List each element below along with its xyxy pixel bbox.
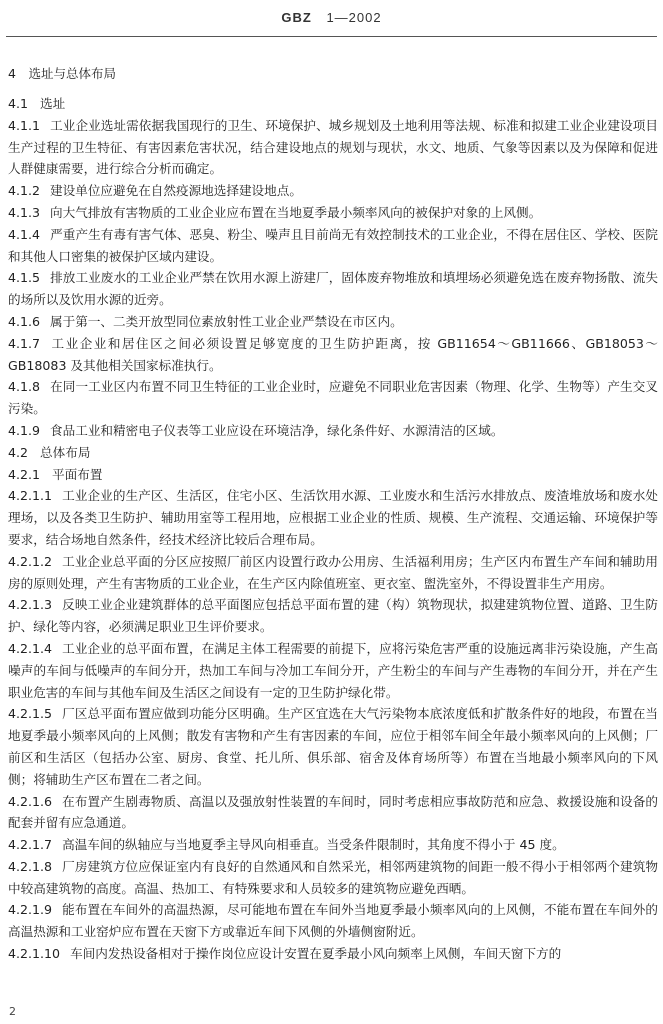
clause-number: 4.2.1.2 xyxy=(8,553,53,569)
clause-paragraph xyxy=(8,376,658,420)
clause-number: 4.2.1.9 xyxy=(8,902,53,918)
document-body xyxy=(8,63,658,965)
page-number: 2 xyxy=(9,1005,16,1018)
clause-text: 总体布局 xyxy=(40,444,91,460)
clause-text: 在同一工业区内布置不同卫生特征的工业企业时，应避免不同职业危害因素（物理、化学、生物等）产生交叉污染。 xyxy=(8,379,658,417)
clause-text: 车间内发热设备相对于操作岗位应设计安置在夏季最小风向频率上风侧，车间天窗下方的 xyxy=(70,946,562,962)
clause-paragraph xyxy=(8,551,658,595)
clause-text: 在布置产生剧毒物质、高温以及强放射性装置的车间时，同时考虑相应事故防范和应急、救援设施和设备的配套并留有应急通道。 xyxy=(8,793,658,831)
clause-paragraph xyxy=(8,703,658,790)
clause-paragraph xyxy=(8,180,658,202)
clause-number: 4.1.6 xyxy=(8,313,41,329)
clause-number: 4.1.1 xyxy=(8,117,41,133)
clause-list xyxy=(8,93,658,965)
clause-number: 4.2.1.4 xyxy=(8,640,53,656)
clause-text: 建设单位应避免在自然疫源地选择建设地点。 xyxy=(50,183,302,199)
clause-text: 选址 xyxy=(40,96,66,111)
clause-paragraph xyxy=(8,202,658,224)
standard-number: 1—2002 xyxy=(326,10,382,25)
clause-number: 4.1.9 xyxy=(8,422,41,438)
clause-number: 4.2.1 xyxy=(8,466,41,482)
clause-paragraph xyxy=(8,899,658,943)
clause-paragraph xyxy=(8,594,658,638)
clause-number: 4.1.3 xyxy=(8,204,41,220)
clause-text: 向大气排放有害物质的工业企业应布置在当地夏季最小频率风向的被保护对象的上风侧。 xyxy=(50,204,542,220)
clause-text: 厂区总平面布置应做到功能分区明确。生产区宜选在大气污染物本底浓度低和扩散条件好的地段，布置在当地夏季最小频率风向的上风侧；散发有害物和产生有害因素的车间，应位于相邻车间全年最小频率风向的上风侧；厂前区和生活区（包括办公室、厨房、食堂、托儿所、俱乐部、宿舍及体育场所等）布置在当地最小频率风向的下风侧；将辅助生产区布置在二者之间。 xyxy=(8,706,658,787)
clause-number: 4.2.1.3 xyxy=(8,597,53,613)
subsection-heading xyxy=(8,442,658,464)
clause-paragraph xyxy=(8,856,658,900)
clause-text: 工业企业选址需依据我国现行的卫生、环境保护、城乡规划及土地利用等法规、标准和拟建工业企业建设项目生产过程的卫生特征、有害因素危害状况，结合建设地点的规划与现状，水文、地质、气象等因素以及为保障和促进人群健康需要，进行综合分析而确定。 xyxy=(8,117,658,177)
clause-text: 能布置在车间外的高温热源，尽可能地布置在车间外当地夏季最小频率风向的上风侧，不能布置在车间外的高温热源和工业窑炉应布置在天窗下方或靠近车间下风侧的外墙侧窗附近。 xyxy=(8,902,658,940)
clause-number: 4.2.1.8 xyxy=(8,858,53,874)
clause-paragraph xyxy=(8,485,658,550)
clause-paragraph xyxy=(8,333,658,377)
clause-number: 4.2.1.5 xyxy=(8,706,53,722)
clause-number: 4.1 xyxy=(8,96,29,111)
clause-text: 属于第一、二类开放型同位素放射性工业企业严禁设在市区内。 xyxy=(50,313,403,329)
clause-number: 4.2.1.6 xyxy=(8,793,53,809)
clause-text: 工业企业总平面的分区应按照厂前区内设置行政办公用房、生活福利用房；生产区内布置生产车间和辅助用房的原则处理，产生有害物质的工业企业，在生产区内除值班室、更衣室、盥洗室外，不得设置非生产用房。 xyxy=(8,553,658,591)
page-header xyxy=(0,10,663,25)
header-rule xyxy=(6,36,657,37)
clause-text: 工业企业的生产区、生活区，住宅小区、生活饮用水源、工业废水和生活污水排放点、废渣堆放场和废水处理场，以及各类卫生防护、辅助用室等工程用地，应根据工业企业的性质、规模、生产流程、交通运输、环境保护等要求，结合场地自然条件，经技术经济比较后合理布局。 xyxy=(8,488,658,547)
clause-text: 反映工业企业建筑群体的总平面图应包括总平面布置的建（构）筑物现状，拟建建筑物位置、道路、卫生防护、绿化等内容，必须满足职业卫生评价要求。 xyxy=(8,597,658,635)
clause-paragraph xyxy=(8,115,658,180)
clause-text: 工业企业和居住区之间必须设置足够宽度的卫生防护距离，按 GB11654～GB11666、GB18053～GB18083 及其他相关国家标准执行。 xyxy=(8,335,658,373)
clause-text: 严重产生有毒有害气体、恶臭、粉尘、噪声且目前尚无有效控制技术的工业企业，不得在居住区、学校、医院和其他人口密集的被保护区域内建设。 xyxy=(8,226,658,264)
subsection-heading xyxy=(8,93,658,115)
section-title: 4 选址与总体布局 xyxy=(8,66,116,81)
clause-number: 4.2.1.10 xyxy=(8,946,61,962)
clause-text: 食品工业和精密电子仪表等工业应设在环境洁净，绿化条件好、水源清洁的区域。 xyxy=(50,422,504,438)
clause-text: 平面布置 xyxy=(52,466,103,482)
clause-paragraph xyxy=(8,267,658,311)
clause-number: 4.2.1.1 xyxy=(8,488,53,504)
clause-paragraph xyxy=(8,311,658,333)
clause-text: 厂房建筑方位应保证室内有良好的自然通风和自然采光，相邻两建筑物的间距一般不得小于相邻两个建筑物中较高建筑物的高度。高温、热加工、有特殊要求和人员较多的建筑物应避免西晒。 xyxy=(8,858,658,896)
clause-number: 4.2.1.7 xyxy=(8,837,53,853)
clause-number: 4.2 xyxy=(8,444,29,460)
subsection-heading xyxy=(8,464,658,486)
clause-number: 4.1.5 xyxy=(8,270,41,286)
clause-number: 4.1.7 xyxy=(8,335,41,351)
clause-paragraph xyxy=(8,638,658,703)
clause-paragraph xyxy=(8,834,658,856)
clause-number: 4.1.4 xyxy=(8,226,41,242)
clause-paragraph xyxy=(8,224,658,268)
clause-paragraph xyxy=(8,943,658,965)
clause-text: 工业企业的总平面布置，在满足主体工程需要的前提下，应将污染危害严重的设施远离非污染设施，产生高噪声的车间与低噪声的车间分开，热加工车间与冷加工车间分开，产生粉尘的车间与产生毒物的车间分开，并在产生职业危害的车间与其他车间及生活区之间设有一定的卫生防护绿化带。 xyxy=(8,640,658,700)
clause-paragraph xyxy=(8,791,658,835)
standard-code: GBZ xyxy=(281,10,312,25)
clause-text: 排放工业废水的工业企业严禁在饮用水源上游建厂，固体废弃物堆放和填埋场必须避免选在废弃物扬散、流失的场所以及饮用水源的近旁。 xyxy=(8,270,658,308)
clause-text: 高温车间的纵轴应与当地夏季主导风向相垂直。当受条件限制时，其角度不得小于 45 度。 xyxy=(62,837,565,853)
clause-number: 4.1.8 xyxy=(8,379,41,395)
clause-number: 4.1.2 xyxy=(8,183,41,199)
clause-paragraph xyxy=(8,420,658,442)
